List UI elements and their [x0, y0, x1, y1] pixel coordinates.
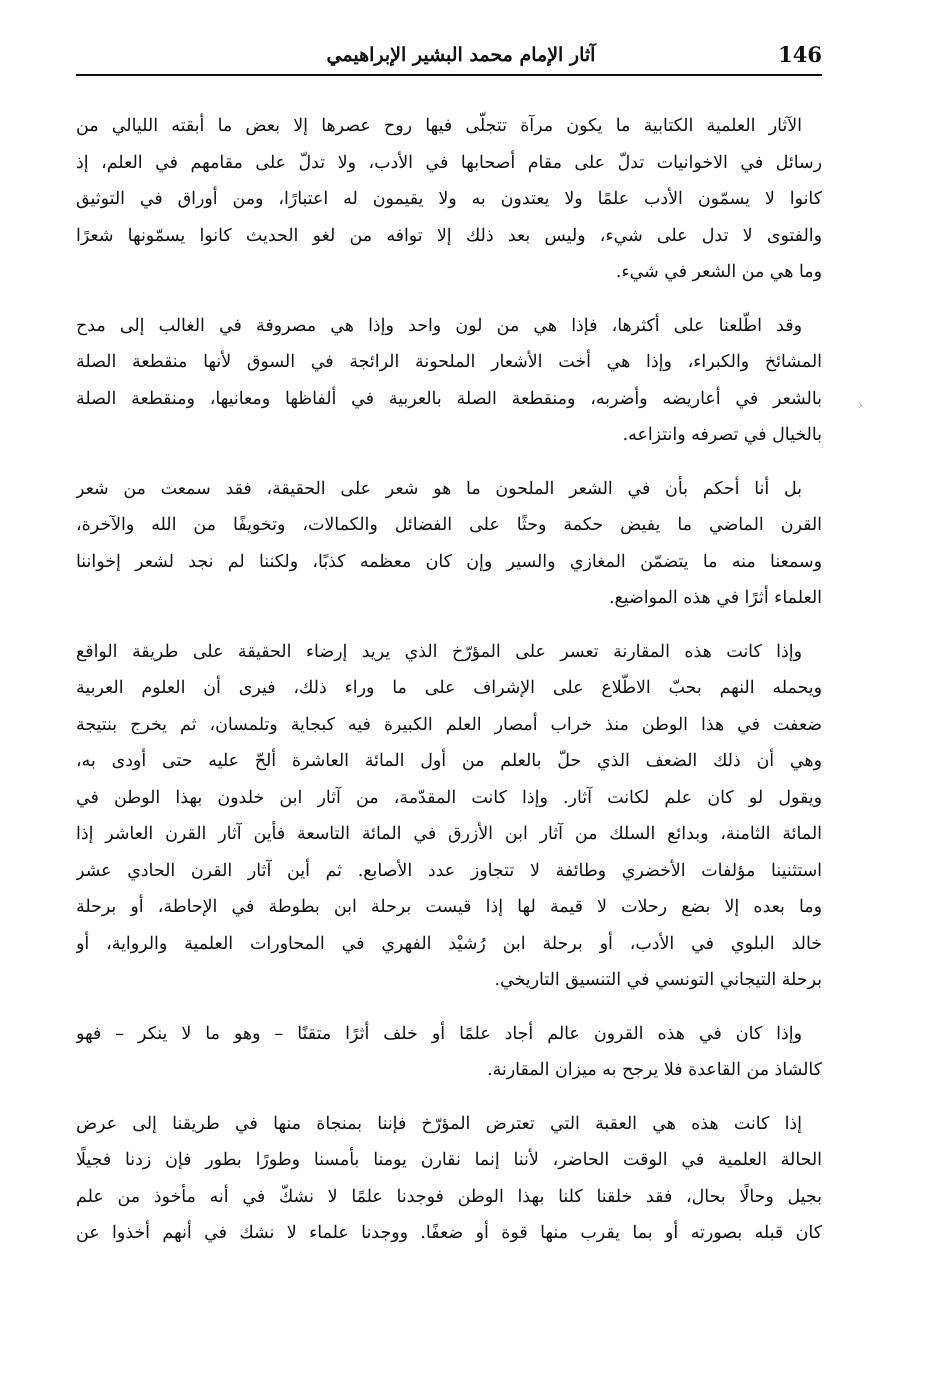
text-line: الآثار العلمية الكتابية ما يكون مرآة تتجلّى فيها روح عصرها إلا بعض ما أبقته الليالي من	[76, 116, 802, 136]
text-line: بالخيال في تصرفه وانتزاعه.	[622, 425, 822, 445]
paragraph-5	[76, 1016, 822, 1089]
text-line: القرن الماضي ما يفيض حكمة وحثًا على الفضائل والكمالات، وتخويفًا من الله والآخرة،	[76, 515, 822, 535]
paragraph-3	[76, 471, 822, 617]
page-header	[76, 36, 822, 76]
text-line: وما هي من الشعر في شيء.	[615, 262, 822, 282]
text-line: خالد البلوي في الأدب، أو برحلة ابن رُشيْد الفهري في المحاورات العلمية والرواية، أو	[76, 933, 822, 954]
body-text	[76, 108, 822, 1269]
running-title: آثار الإمام محمد البشير الإبراهيمي	[326, 44, 596, 66]
text-line: وإذا كان في هذه القرون عالم أجاد علمًا أو خلف أثرًا متقنًا – وهو ما لا ينكر – فهو	[76, 1023, 802, 1044]
text-line: ضعفت في هذا الوطن منذ خراب أمصار العلم الكبيرة فيه كبجاية وتلمسان، ثم يخرج بنتيجة	[76, 714, 822, 735]
text-line: وهي أن ذلك الضعف الذي حلّ بالعلم من أول المائة العاشرة ألحّ عليه حتى أودى به،	[76, 751, 822, 771]
text-line: والفتوى لا تدل على شيء، وليس بعد ذلك إلا توافه من لغو الحديث كانوا يسمّونها شعرًا	[76, 225, 822, 246]
text-line: إذا كانت هذه هي العقبة التي تعترض المؤرّخ فإننا بمنجاة منها في طريقنا إلى عرض	[76, 1113, 802, 1134]
paragraph-4	[76, 634, 822, 999]
text-line: كانوا لا يسمّون الأدب علمًا ولا يعتدون به ولا يقيمون له اعتبارًا، ومن أوراق في التوثيق	[76, 189, 822, 209]
text-line: كالشاذ من القاعدة فلا يرجح به ميزان المقارنة.	[487, 1060, 822, 1080]
text-line: استثنينا مؤلفات الأخضري وطائفة لا تتجاوز عدد الأصابع. ثم أين آثار القرن الحادي عشر	[76, 860, 822, 881]
text-line: وما بعده إلا بضع رحلات لا قيمة لها إذا قيست برحلة ابن بطوطة في الإحاطة، أو برحلة	[76, 897, 822, 917]
text-line: بجيل وحالًا بحال، فقد خلقنا كلنا بهذا الوطن فوجدنا علمًا لا نشكّ في أنه مأخوذ من علم	[76, 1186, 822, 1207]
text-line: بالشعر في أعاريضه وأضربه، ومنقطعة الصلة بالعربية في ألفاظها ومعانيها، ومنقطعة الصلة	[76, 388, 822, 409]
text-line: ويحمله النهم بحبّ الاطّلاع على الإشراف على ما وراء ذلك، فيرى أن العلوم العربية	[76, 678, 822, 698]
text-line: بل أنا أحكم بأن في الشعر الملحون ما هو شعر على الحقيقة، فقد سمعت من شعر	[76, 478, 802, 499]
text-line: ويقول لو كان علم لكانت آثار. وإذا كانت المقدّمة، من آثار ابن خلدون بهذا الوطن في	[76, 787, 822, 808]
text-line: كان قبله بصورته أو بما يقرب منها قوة أو ضعفًا. ووجدنا علماء لا نشك في أنهم أخذوا عن	[76, 1223, 822, 1243]
text-line: وإذا كانت هذه المقارنة تعسر على المؤرّخ الذي يريد إرضاء الحقيقة على طريقة الواقع	[76, 641, 802, 662]
text-line: برحلة التيجاني التونسي في التنسيق التاريخي.	[494, 970, 822, 990]
paragraph-1	[76, 108, 822, 291]
text-line: المشائخ والكبراء، وإذا هي أخت الأشعار الملحونة الرائجة في السوق لأنها منقطعة الصلة	[76, 352, 822, 372]
text-line: وقد اطّلعنا على أكثرها، فإذا هي من لون واحد وإذا هي مصروفة في الغالب إلى مدح	[76, 315, 802, 336]
text-line: الحالة العلمية في الوقت الحاضر، لأننا إنما نقارن يومنا بأمسنا وطورًا بطور فإن زدنا فجيلًا	[76, 1150, 822, 1170]
paragraph-2	[76, 308, 822, 454]
paragraph-6	[76, 1106, 822, 1252]
text-line: المائة الثامنة، وبدائع السلك من آثار ابن الأزرق في المائة التاسعة فأين آثار القرن العاشر إذا	[76, 824, 822, 844]
page-number: 146	[778, 42, 822, 67]
text-line: العلماء أثرًا في هذه المواضيع.	[608, 588, 822, 608]
text-line: وسمعنا منه ما يتضمّن المغازي والسير وإن كان معظمه كذبًا، ولكننا لم نجد لشعر إخواننا	[76, 551, 822, 572]
text-line: رسائل في الاخوانيات تدلّ على مقام أصحابها في الأدب، ولا تدلّ على مقامهم في العلم، إذ	[76, 152, 822, 173]
margin-mark: ›	[858, 398, 863, 412]
